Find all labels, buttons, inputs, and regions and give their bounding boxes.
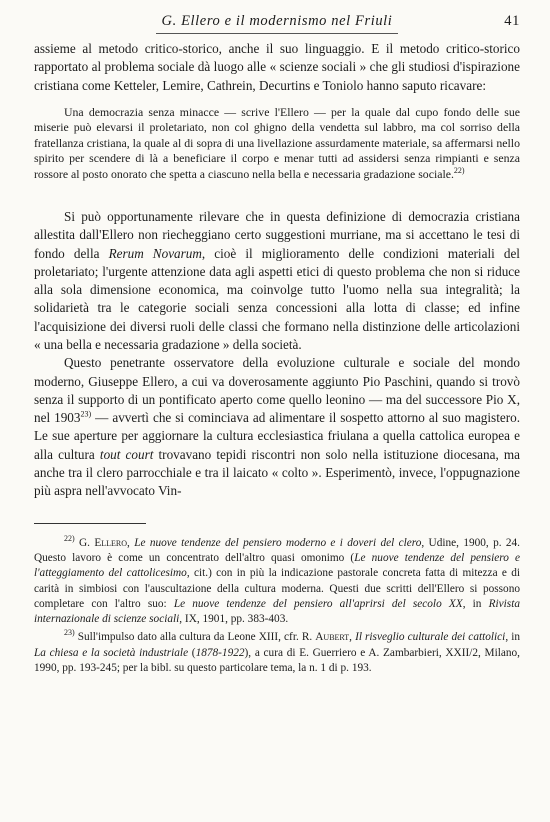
block-quote [34, 105, 520, 182]
running-title: G. Ellero e il modernismo nel Friuli [156, 10, 399, 34]
footnote-ref-23: 23) [80, 409, 92, 419]
body-text [34, 40, 520, 501]
paragraph-3: Questo penetrante osservatore della evoluzione culturale e sociale del mondo moderno, Giuseppe Ellero, a cui va doverosamente aggiunto Pio Paschini, quando si trovò senza il supporto di un pontificato aperto come quello leonino — ma del successore Pio X, nel 1903$^{23)}$ — avvertì che si cominciava ad alimentare il sospetto attorno al suo magistero. Le sue aperture per aggiornare la cultura ecclesiastica friulana a quella cattolica europea e alla cultura tout court trovavano tepidi riscontri non solo nella istituzione diocesana, ma anche tra il clero parrocchiale e tra il laicato « colto ». Esperimentò, invece, l'oppugnazione più aspra nell'avvocato Vin- [34, 355, 520, 499]
running-head [34, 10, 520, 34]
footnotes [34, 533, 521, 677]
footnote-divider [34, 523, 146, 524]
footnote-ref-22: 22) [453, 165, 465, 175]
footnote-22: $^{22)}$ G. Ellero, Le nuove tendenze del pensiero moderno e i doveri del clero, Udine, 1900, p. 24. Questo lavoro è come un concentrato dell'altro quasi omonimo (Le nuove tendenze del pensiero e l'atteggiamento del cattolicesimo, cit.) con in più la indicazione pastorale concreta fatta di mitezza e di carità in simbiosi con l'auscultazione della cultura moderna. Questi due scritti dell'Ellero si possono completare con l'altro suo: Le nuove tendenze del pensiero all'aprirsi del secolo XX, in Rivista internazionale di scienze sociali, IX, 1901, pp. 383-403. [34, 533, 521, 626]
paragraph-1: assieme al metodo critico-storico, anche il suo linguaggio. E il metodo critico-storico rapportato al problema sociale dà luogo alle « scienze sociali » che gli studiosi d'ispirazione cristiana come Ketteler, Lemire, Cathrein, Decurtins e Toniolo hanno saputo ricavare: [34, 41, 520, 93]
quote-text: Una democrazia senza minacce — scrive l'Ellero — per la quale dal cupo fondo delle sue miserie può elevarsi il proletariato, non col ghigno della vendetta sul labbro, ma col sorriso della fratellanza cristiana, la quale al di sopra di una livellazione assurdamente materiale, sa affermarsi nello spirito per scendere di là a beneficiare il corpo e menar tutti ad assidersi senza rimpianti e senza rossore al posto onorato che spetta a ciascuno nella bella e necessaria gradazione sociale. [34, 104, 520, 181]
footnote-23: $^{23)}$ Sull'impulso dato alla cultura da Leone XIII, cfr. R. Aubert, Il risveglio culturale dei cattolici, in La chiesa e la società industriale (1878-1922), a cura di E. Guerriero e A. Zambarbieri, XXII/2, Milano, 1990, pp. 193-245; per la bibl. su questo particolare tema, la n. 1 di p. 193. [34, 628, 521, 675]
page-number: 41 [504, 13, 520, 29]
paragraph-2: Si può opportunamente rilevare che in questa definizione di democrazia cristiana allestita dall'Ellero non riecheggiano certo suggestioni murriane, ma si accettano le tesi di fondo della Rerum Novarum, cioè il miglioramento delle condizioni materiali del proletariato; l'urgente attenzione data agli aspetti etici di questo problema che non si riduce alla sola dimensione economica, ma coinvolge tutto l'uomo nella sua integralità; la solidarietà tra le categorie sociali senza concessioni alla lotta di classe; ed infine l'acquisizione dei diversi ruoli delle classi che formano nella distinzione delle articolazioni « una bella e necessaria gradazione » della società. [34, 208, 520, 352]
italic-phrase: tout court [99, 446, 154, 462]
document-page [34, 10, 520, 679]
encyclical-title: Rerum Novarum [108, 245, 202, 261]
